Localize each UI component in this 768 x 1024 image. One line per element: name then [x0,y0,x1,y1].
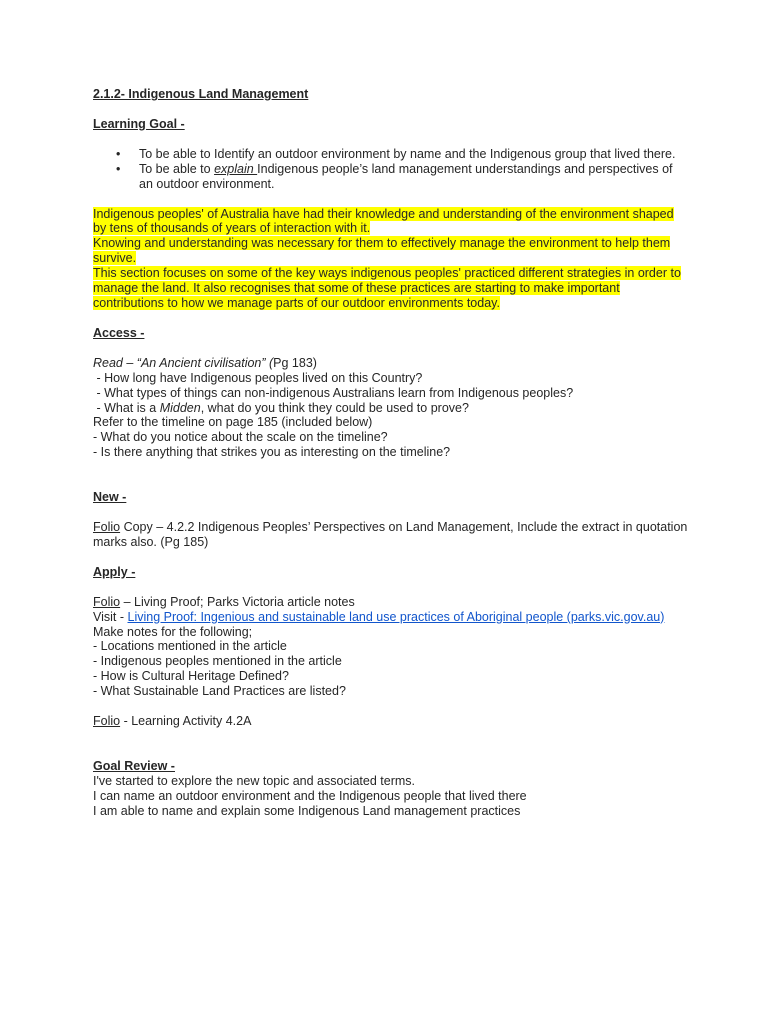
folio-label: Folio [93,520,121,535]
page-title: 2.1.2- Indigenous Land Management [93,87,309,101]
access-question: - What types of things can non-indigenous Australians learn from Indigenous peoples? [93,385,574,400]
folio-label: Folio [93,714,121,729]
goal-review-item: I've started to explore the new topic and associated terms. [93,773,416,788]
intro-paragraph-2: Knowing and understanding was necessary for them to effectively manage the environment to help them survive. [93,236,671,266]
learning-goal-item: • To be able to Identify an outdoor environment by name and the Indigenous group that lived there. [139,147,688,162]
goal-review-item: I am able to name and explain some Indigenous Land management practices [93,803,521,818]
parks-victoria-article-link[interactable]: Living Proof: Ingenious and sustainable land use practices of Aboriginal people (parks.vic.gov.au) [127,609,665,624]
access-heading: Access - [93,325,145,340]
new-folio-task: Folio Copy – 4.2.2 Indigenous Peoples’ Perspectives on Land Management, Include the extract in quotation marks also. (Pg 185) [93,520,688,549]
apply-folio-activity: Folio - Learning Activity 4.2A [93,714,252,729]
learning-goal-item: • To be able to explain Indigenous people’s land management understandings and perspectives of an outdoor environment. [139,162,688,192]
learning-goal-list [93,147,688,192]
access-read-line: Read – “An Ancient civilisation” (Pg 183) [93,355,317,370]
apply-visit-line: Visit - Living Proof: Ingenious and sustainable land use practices of Aboriginal people (parks.vic.gov.au) [93,609,665,624]
folio-label: Folio [93,594,121,609]
access-refer: Refer to the timeline on page 185 (included below) [93,415,373,430]
access-question: - Is there anything that strikes you as interesting on the timeline? [93,445,451,460]
learning-goal-heading: Learning Goal - [93,116,185,131]
apply-heading: Apply - [93,564,136,579]
access-question: - What do you notice about the scale on the timeline? [93,430,388,445]
apply-note-item: - What Sustainable Land Practices are listed? [93,684,346,699]
access-question: - What is a Midden, what do you think they could be used to prove? [93,400,469,415]
midden-emphasis: Midden [159,400,201,415]
goal-review-heading: Goal Review - [93,759,175,773]
access-question: - How long have Indigenous peoples lived on this Country? [93,370,423,385]
intro-paragraph-1: Indigenous peoples' of Australia have had their knowledge and understanding of the environment shaped by tens of thousands of years of interaction with it. [93,206,674,236]
explain-emphasis: explain [214,161,258,176]
goal-review-item: I can name an outdoor environment and the Indigenous people that lived there [93,788,527,803]
apply-make-notes: Make notes for the following; [93,624,253,639]
apply-note-item: - Indigenous peoples mentioned in the article [93,654,342,669]
intro-paragraph-3: This section focuses on some of the key ways indigenous peoples' practiced different strategies in order to manage the land. It also recognises that some of these practices are starting to make important contributions to how we manage parts of our outdoor environments today. [93,266,681,310]
new-heading: New - [93,490,127,505]
apply-note-item: - How is Cultural Heritage Defined? [93,669,289,684]
apply-folio-task: Folio – Living Proof; Parks Victoria article notes [93,594,355,609]
apply-note-item: - Locations mentioned in the article [93,639,287,654]
